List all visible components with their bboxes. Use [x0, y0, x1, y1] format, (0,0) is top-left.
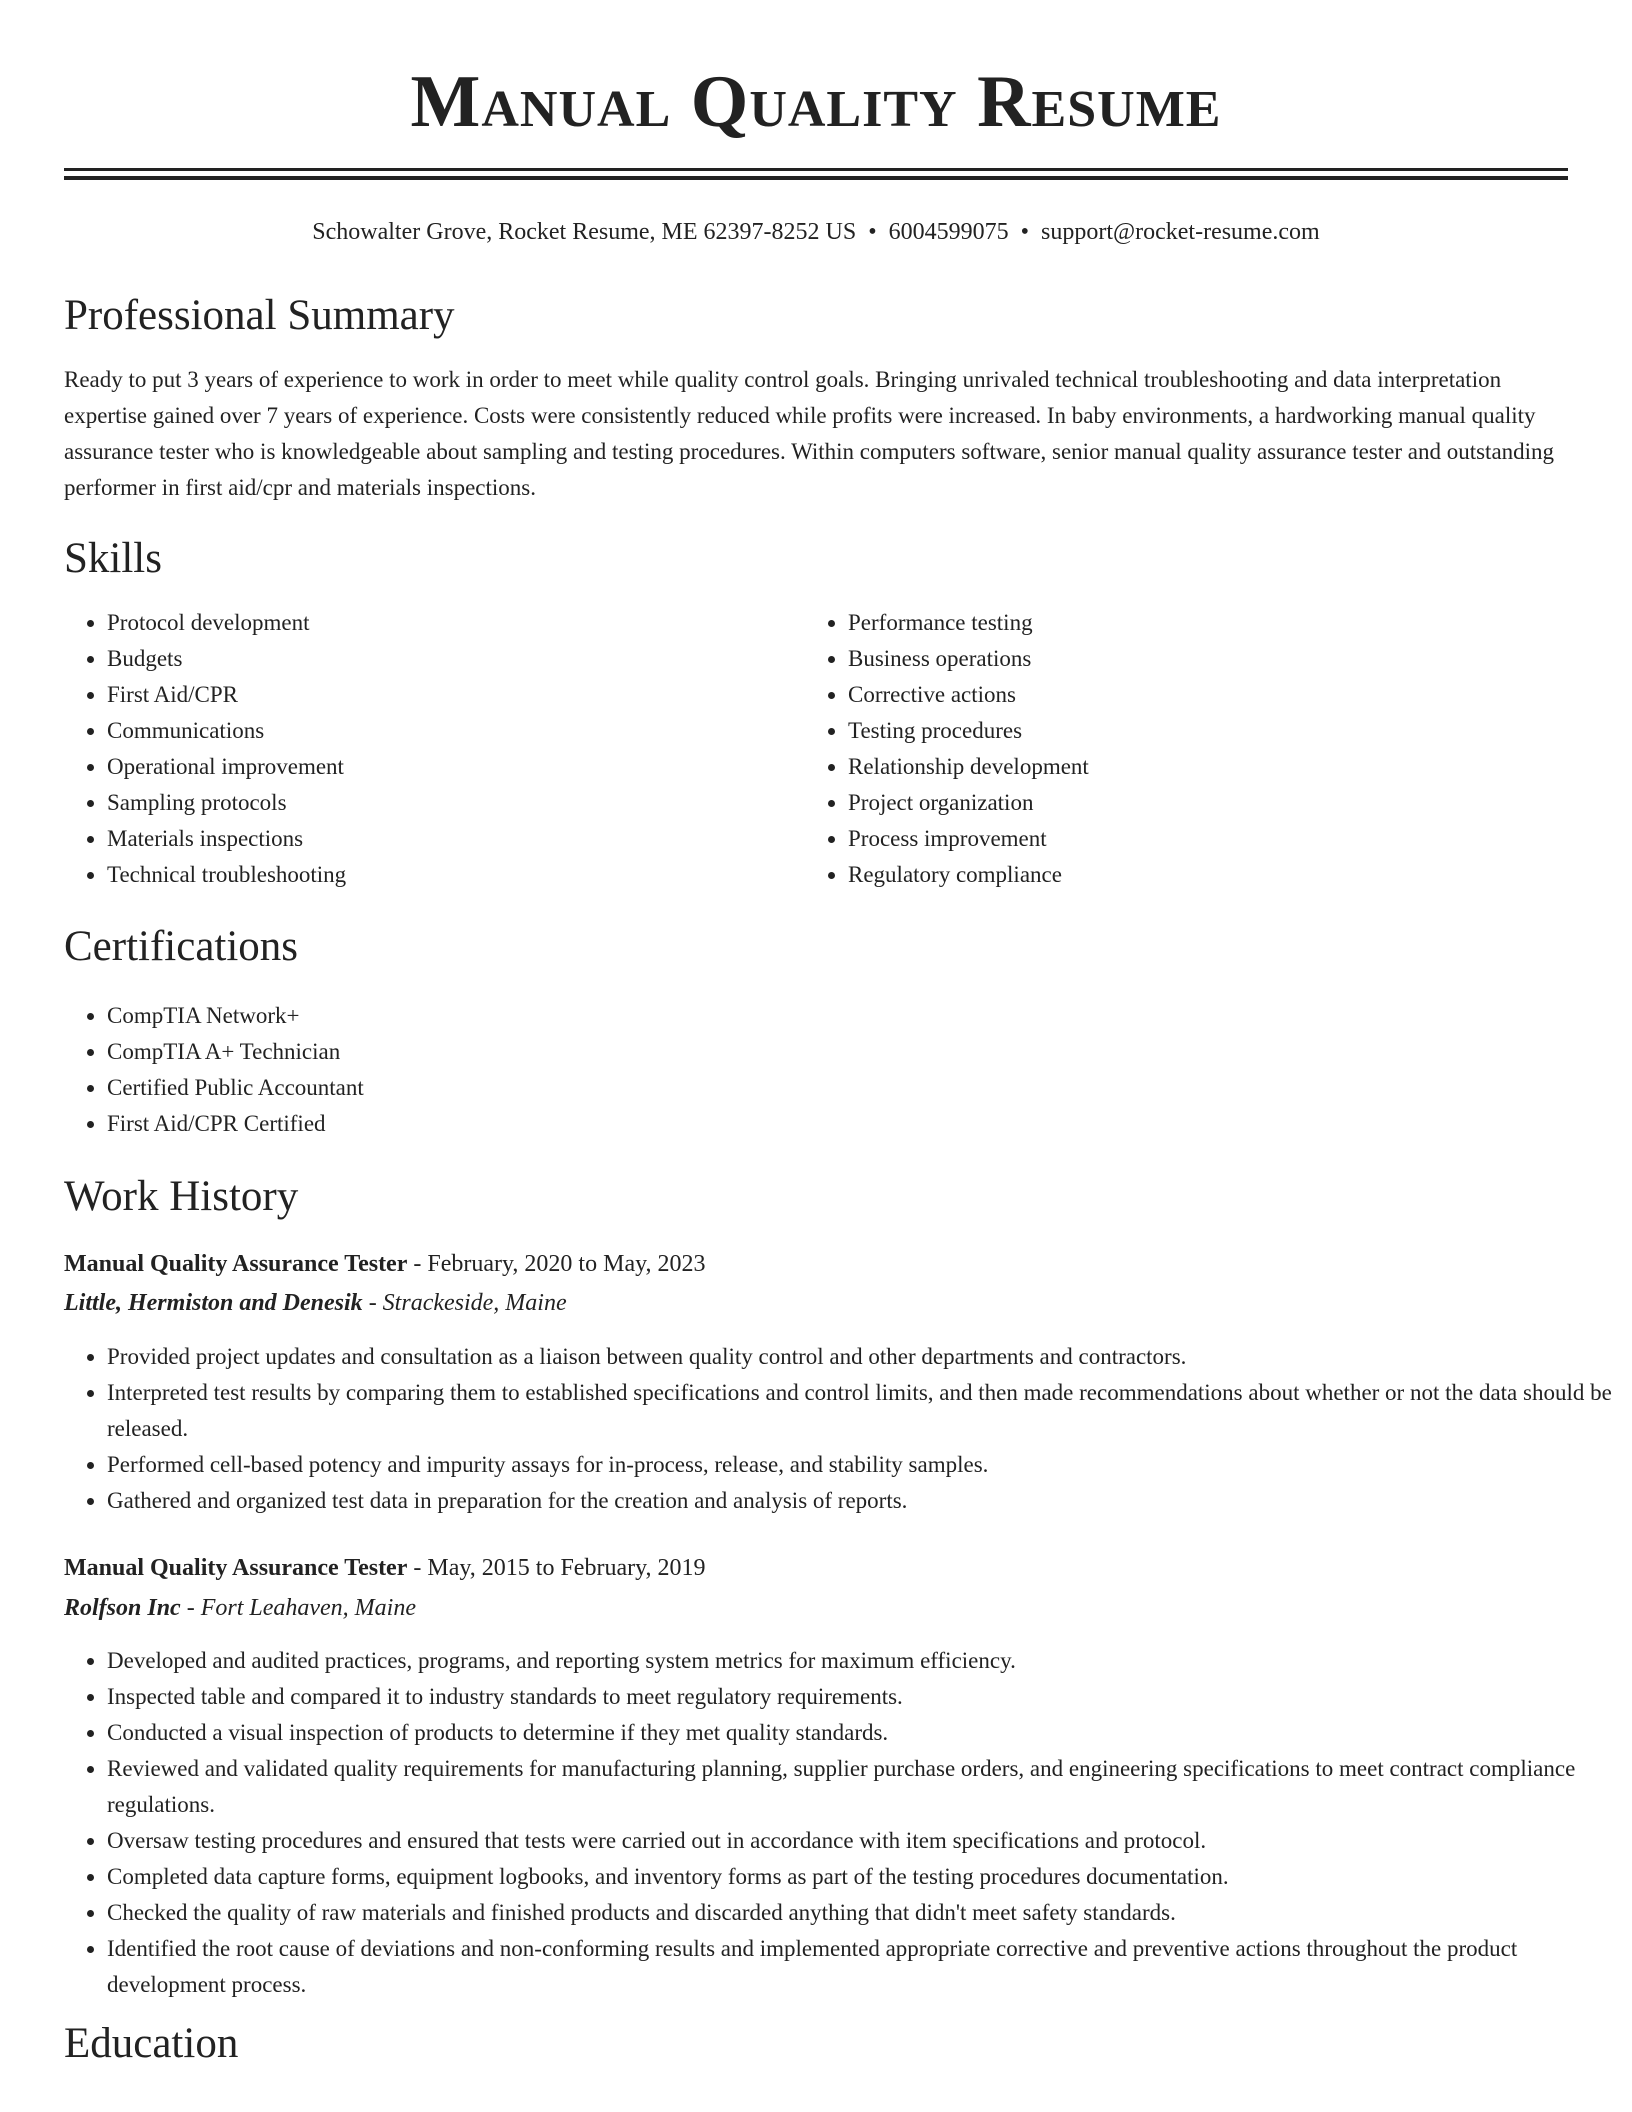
job-duty: • Identified the root cause of deviations and non-conforming results and implemented appropriate corrective and preventive actions throughout the product development process.: [107, 1931, 1614, 2003]
contact-phone: 6004599075: [888, 219, 1009, 245]
job-title-line: [64, 1246, 706, 1282]
skill-item: • Process improvement: [848, 821, 1548, 857]
job-company: Little, Hermiston and Denesik: [64, 1290, 363, 1316]
job-company-line: [64, 1284, 567, 1322]
job-duty: • Developed and audited practices, programs, and reporting system metrics for maximum efficiency.: [107, 1643, 1614, 1679]
job-duty: • Reviewed and validated quality requirements for manufacturing planning, supplier purchase orders, and engineering specifications to meet contract compliance regulations.: [107, 1751, 1614, 1823]
job-duties-list: [63, 1339, 1614, 1519]
skill-item: • Regulatory compliance: [848, 857, 1548, 893]
job-duty: • Checked the quality of raw materials and finished products and discarded anything that didn't meet safety standards.: [107, 1895, 1614, 1931]
skill-item: • First Aid/CPR: [107, 677, 787, 713]
education-heading: Education: [64, 2020, 239, 2067]
skill-item: • Testing procedures: [848, 713, 1548, 749]
job-duty: • Inspected table and compared it to industry standards to meet regulatory requirements.: [107, 1679, 1614, 1715]
summary-heading: Professional Summary: [64, 292, 455, 339]
skill-item: • Corrective actions: [848, 677, 1548, 713]
skill-item: • Protocol development: [107, 605, 787, 641]
work-history-heading: Work History: [64, 1173, 299, 1220]
skill-item: • Operational improvement: [107, 749, 787, 785]
skill-item: • Sampling protocols: [107, 785, 787, 821]
skills-list-right: [804, 605, 1548, 893]
certifications-list: [63, 998, 1007, 1142]
job-dates: - February, 2020 to May, 2023: [407, 1251, 706, 1277]
certification-item: • Certified Public Accountant: [107, 1070, 1007, 1106]
skills-list-left: [63, 605, 787, 893]
job-duty: • Interpreted test results by comparing them to established specifications and control limits, and then made recommendations about whether or not the data should be released.: [107, 1375, 1614, 1447]
skill-item: • Project organization: [848, 785, 1548, 821]
certification-item: • CompTIA A+ Technician: [107, 1034, 1007, 1070]
skill-item: • Communications: [107, 713, 787, 749]
job-company: Rolfson Inc: [64, 1595, 181, 1621]
certification-item: • CompTIA Network+: [107, 998, 1007, 1034]
job-title-line: [64, 1550, 706, 1586]
job-duties-list: [63, 1643, 1614, 2003]
certification-item: • First Aid/CPR Certified: [107, 1106, 1007, 1142]
job-company-line: [64, 1589, 416, 1627]
contact-separator: •: [1020, 219, 1030, 245]
title-divider-top: [64, 168, 1568, 171]
job-duty: • Provided project updates and consultation as a liaison between quality control and other departments and contractors.: [107, 1339, 1614, 1375]
summary-text: Ready to put 3 years of experience to work in order to meet while quality control goals. Bringing unrivaled technical troubleshooting and data interpretation expertise gained over 7 years of experience. Costs were consistently reduced while profits were increased. In baby environments, a hardworking manual quality assurance tester who is knowledgeable about sampling and testing procedures. Within computers software, senior manual quality assurance tester and outstanding performer in first aid/cpr and materials inspections.: [64, 367, 1555, 500]
contact-address: Schowalter Grove, Rocket Resume, ME 62397-8252 US: [312, 219, 857, 245]
skill-item: • Materials inspections: [107, 821, 787, 857]
job-title: Manual Quality Assurance Tester: [64, 1251, 408, 1277]
skill-item: • Performance testing: [848, 605, 1548, 641]
resume-title: Manual Quality Resume: [410, 61, 1222, 143]
skill-item: • Budgets: [107, 641, 787, 677]
job-duty: • Completed data capture forms, equipment logbooks, and inventory forms as part of the testing procedures documentation.: [107, 1859, 1614, 1895]
skills-heading: Skills: [64, 535, 162, 582]
title-divider-bottom: [64, 176, 1568, 180]
skill-item: • Relationship development: [848, 749, 1548, 785]
contact-separator: •: [868, 219, 877, 245]
job-dates: - May, 2015 to February, 2019: [407, 1555, 706, 1581]
skill-item: • Business operations: [848, 641, 1548, 677]
certifications-heading: Certifications: [64, 923, 299, 970]
job-title: Manual Quality Assurance Tester: [64, 1555, 408, 1581]
job-location: - Fort Leahaven, Maine: [180, 1595, 416, 1621]
contact-line: [0, 214, 1632, 250]
job-duty: • Gathered and organized test data in preparation for the creation and analysis of reports.: [107, 1483, 1614, 1519]
job-location: - Strackeside, Maine: [362, 1290, 567, 1316]
contact-email: support@rocket-resume.com: [1041, 219, 1320, 245]
job-duty: • Conducted a visual inspection of products to determine if they met quality standards.: [107, 1715, 1614, 1751]
job-duty: • Performed cell-based potency and impurity assays for in-process, release, and stability samples.: [107, 1447, 1614, 1483]
job-duty: • Oversaw testing procedures and ensured that tests were carried out in accordance with item specifications and protocol.: [107, 1823, 1614, 1859]
skill-item: • Technical troubleshooting: [107, 857, 787, 893]
